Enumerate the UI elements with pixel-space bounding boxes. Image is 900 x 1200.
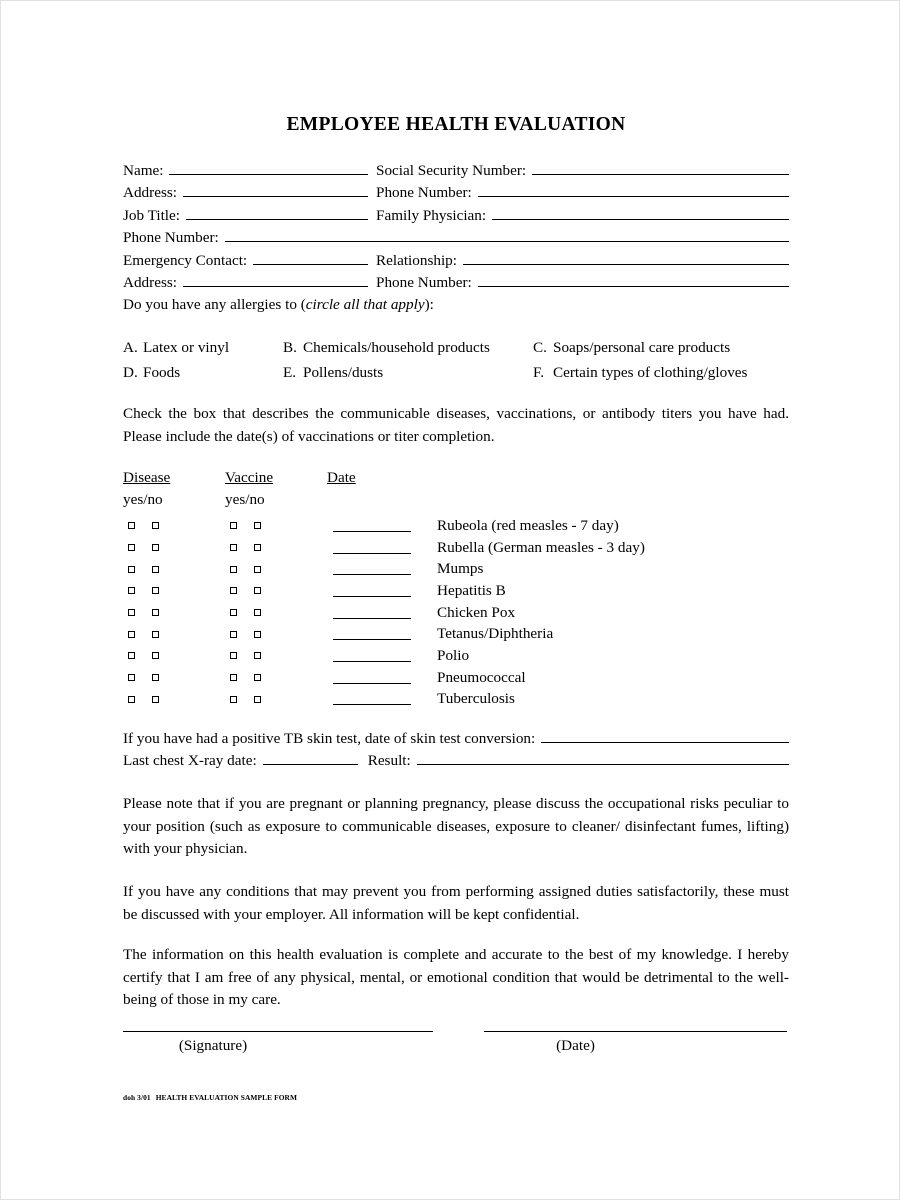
allergy-option-e[interactable] [283,364,533,382]
date-input-line[interactable] [333,563,411,575]
footer-code: doh 3/01 [123,1093,151,1102]
disease-no-checkbox[interactable] [152,631,159,638]
chest-xray-label: Last chest X-ray date: [123,752,257,770]
disease-checkbox-group [123,696,225,703]
vaccine-no-checkbox[interactable] [254,631,261,638]
emergency-address-input-line[interactable] [183,273,368,287]
tb-skin-test-row [123,729,789,751]
emergency-address-field-group [123,273,376,292]
disease-no-checkbox[interactable] [152,652,159,659]
ssn-field-group [376,161,789,180]
column-header-disease: Disease [123,469,171,486]
tb-skin-test-label: If you have had a positive TB skin test, date of skin test conversion: [123,730,536,747]
vaccine-no-checkbox[interactable] [254,696,261,703]
allergy-text-e: Pollens/dusts [303,364,384,381]
disease-yes-checkbox[interactable] [128,631,135,638]
allergy-text-a: Latex or vinyl [143,339,230,356]
disease-checkbox-group [123,609,225,616]
allergy-row-2 [123,364,789,389]
name-field-group [123,161,376,180]
allergy-option-f[interactable] [533,364,789,382]
address-input-line[interactable] [183,183,368,197]
allergy-letter-b: B. [283,339,297,356]
date-input-line[interactable] [333,650,411,662]
vaccine-checkbox-group [225,587,327,594]
phone-input-line[interactable] [478,183,789,197]
disease-checkbox-group [123,631,225,638]
vaccine-no-checkbox[interactable] [254,674,261,681]
vaccine-yes-checkbox[interactable] [230,631,237,638]
allergy-question [123,296,434,314]
subheader-disease-yesno: yes/no [123,491,163,508]
disease-yes-checkbox[interactable] [128,609,135,616]
tb-skin-test-group [123,729,789,748]
disease-no-checkbox[interactable] [152,522,159,529]
table-row [123,689,789,711]
chest-xray-date-input-line[interactable] [263,751,358,765]
identity-row-address [123,183,789,205]
allergy-row-1 [123,339,789,364]
vaccine-no-checkbox[interactable] [254,522,261,529]
relationship-label: Relationship: [376,251,457,269]
disease-yes-checkbox[interactable] [128,587,135,594]
footer [123,1093,297,1102]
vaccine-yes-checkbox[interactable] [230,587,237,594]
vaccine-checkbox-group [225,609,327,616]
disease-yes-checkbox[interactable] [128,522,135,529]
disease-no-checkbox[interactable] [152,696,159,703]
xray-result-label: Result: [367,752,411,770]
emergency-contact-input-line[interactable] [253,251,368,265]
disease-checkbox-group [123,566,225,573]
ssn-label: Social Security Number: [376,162,527,179]
phone-number-input-line[interactable] [225,228,789,242]
vaccine-no-checkbox[interactable] [254,652,261,659]
vaccine-checkbox-group [225,674,327,681]
vaccine-yes-checkbox[interactable] [230,652,237,659]
disease-name-label: Polio [437,646,470,664]
disease-yes-checkbox[interactable] [128,652,135,659]
allergy-option-b[interactable] [283,339,533,357]
allergy-letter-a: A. [123,339,138,356]
job-title-input-line[interactable] [186,206,368,220]
pregnancy-notice-paragraph: Please note that if you are pregnant or planning pregnancy, please discuss the occupational risks peculiar to your position (such as exposure to communicable diseases, exposure to cleaner/ disinfectant fumes, lifting) with your physician. [123,795,789,857]
disease-name-label: Hepatitis B [437,581,506,599]
emergency-address-label: Address: [123,273,177,291]
chest-xray-row [123,751,789,773]
phone-number-label: Phone Number: [123,229,219,247]
job-title-field-group [123,206,376,225]
vaccine-checkbox-group [225,544,327,551]
signature-section [123,1031,789,1055]
page-title: EMPLOYEE HEALTH EVALUATION [286,114,626,135]
allergy-question-suffix: ): [424,296,434,313]
vaccine-yes-checkbox[interactable] [230,674,237,681]
date-input-line[interactable] [333,585,411,597]
disease-no-checkbox[interactable] [152,587,159,594]
identity-row-emergency-contact [123,251,789,273]
name-label: Name: [123,162,164,179]
family-physician-field-group [376,206,789,225]
date-input-line[interactable] [333,628,411,640]
disease-no-checkbox[interactable] [152,674,159,681]
table-row [123,602,789,624]
family-physician-input-line[interactable] [492,206,789,220]
table-row [123,537,789,559]
address-field-group [123,183,376,202]
disease-name-label: Chicken Pox [437,603,516,621]
footer-text: HEALTH EVALUATION SAMPLE FORM [155,1093,298,1102]
disease-name-label: Pneumococcal [437,668,526,686]
vaccine-no-checkbox[interactable] [254,587,261,594]
table-row [123,580,789,602]
table-row [123,645,789,667]
family-physician-label: Family Physician: [376,206,487,224]
disease-checkbox-group [123,522,225,529]
certification-paragraph: The information on this health evaluation is complete and accurate to the best of my knowledge. I hereby certify that I am free of any physical, mental, or emotional condition that would be detrimental to the well-being of those in my care. [123,946,789,1008]
identity-row-name [123,161,789,183]
table-header-row [123,469,789,491]
allergy-letter-e: E. [283,364,297,381]
vaccine-checkbox-group [225,652,327,659]
disease-yes-checkbox[interactable] [128,674,135,681]
allergy-option-a[interactable] [123,339,283,357]
phone-label: Phone Number: [376,184,472,202]
table-row [123,558,789,580]
subheader-vaccine-yesno: yes/no [225,491,265,508]
disease-yes-checkbox[interactable] [128,566,135,573]
date-input-line[interactable] [333,542,411,554]
disease-name-label: Rubella (German measles - 3 day) [437,538,645,556]
phone-field-group [376,183,789,202]
identity-row-emergency-address [123,273,789,295]
vaccine-checkbox-group [225,522,327,529]
vaccine-yes-checkbox[interactable] [230,566,237,573]
emergency-contact-field-group [123,251,376,270]
date-input-line[interactable] [333,693,411,705]
disease-checkbox-group [123,544,225,551]
vaccine-checkbox-group [225,631,327,638]
allergy-letter-f: F. [533,364,545,381]
allergy-letter-d: D. [123,364,138,381]
vaccine-no-checkbox[interactable] [254,609,261,616]
disease-name-label: Rubeola (red measles - 7 day) [437,516,619,534]
vaccine-yes-checkbox[interactable] [230,544,237,551]
table-row [123,623,789,645]
allergy-text-d: Foods [143,364,181,381]
xray-result-input-line[interactable] [417,751,789,765]
identity-block [123,161,789,295]
allergy-option-d[interactable] [123,364,283,382]
vaccine-checkbox-group [225,566,327,573]
vaccine-yes-checkbox[interactable] [230,609,237,616]
vaccine-no-checkbox[interactable] [254,566,261,573]
disease-no-checkbox[interactable] [152,544,159,551]
column-header-date: Date [327,469,356,486]
disease-no-checkbox[interactable] [152,566,159,573]
disease-checkbox-group [123,674,225,681]
allergy-options-grid [123,339,789,389]
date-input-line[interactable] [333,607,411,619]
emergency-phone-input-line[interactable] [478,273,789,287]
allergy-text-f: Certain types of clothing/gloves [553,364,748,381]
immunization-table [123,469,789,710]
instructions-paragraph: Check the box that describes the communicable diseases, vaccinations, or antibody titers you have had. Please include the date(s) of vaccinations or titer completion. [123,405,789,445]
emergency-contact-label: Emergency Contact: [123,251,248,269]
disease-name-label: Tuberculosis [437,690,515,708]
table-subheader-row [123,491,789,515]
identity-row-jobtitle [123,206,789,228]
relationship-field-group [376,251,789,270]
conditions-paragraph: If you have any conditions that may prevent you from performing assigned duties satisfactorily, these must be discussed with your employer. All information will be kept confidential. [123,883,789,923]
allergy-letter-c: C. [533,339,547,356]
allergy-option-c[interactable] [533,339,789,357]
name-input-line[interactable] [169,161,368,175]
disease-name-label: Mumps [437,560,484,578]
emergency-phone-label: Phone Number: [376,273,472,291]
date-input-line[interactable] [333,520,411,532]
ssn-input-line[interactable] [532,161,789,175]
allergy-question-italic: circle all that apply [305,296,425,313]
phone-number-field-group [123,228,789,247]
vaccine-yes-checkbox[interactable] [230,522,237,529]
tb-section [123,729,789,774]
allergy-text-c: Soaps/personal care products [553,339,731,356]
disease-checkbox-group [123,587,225,594]
disease-yes-checkbox[interactable] [128,696,135,703]
vaccine-checkbox-group [225,696,327,703]
address-label: Address: [123,184,177,202]
identity-row-phone-full [123,228,789,250]
allergy-question-prefix: Do you have any allergies to ( [123,296,306,313]
date-caption: (Date) [556,1037,595,1054]
signature-caption: (Signature) [178,1037,248,1054]
chest-xray-group [123,751,789,770]
table-row [123,515,789,537]
disease-no-checkbox[interactable] [152,609,159,616]
table-row [123,667,789,689]
date-input-line[interactable] [333,672,411,684]
date-column [484,1031,787,1055]
signature-column [123,1031,433,1055]
disease-checkbox-group [123,652,225,659]
vaccine-no-checkbox[interactable] [254,544,261,551]
tb-skin-test-input-line[interactable] [541,729,789,743]
disease-yes-checkbox[interactable] [128,544,135,551]
disease-name-label: Tetanus/Diphtheria [437,625,554,643]
vaccine-yes-checkbox[interactable] [230,696,237,703]
emergency-phone-field-group [376,273,789,292]
column-header-vaccine: Vaccine [225,469,274,486]
allergy-text-b: Chemicals/household products [303,339,490,356]
relationship-input-line[interactable] [463,251,789,265]
job-title-label: Job Title: [123,206,180,224]
